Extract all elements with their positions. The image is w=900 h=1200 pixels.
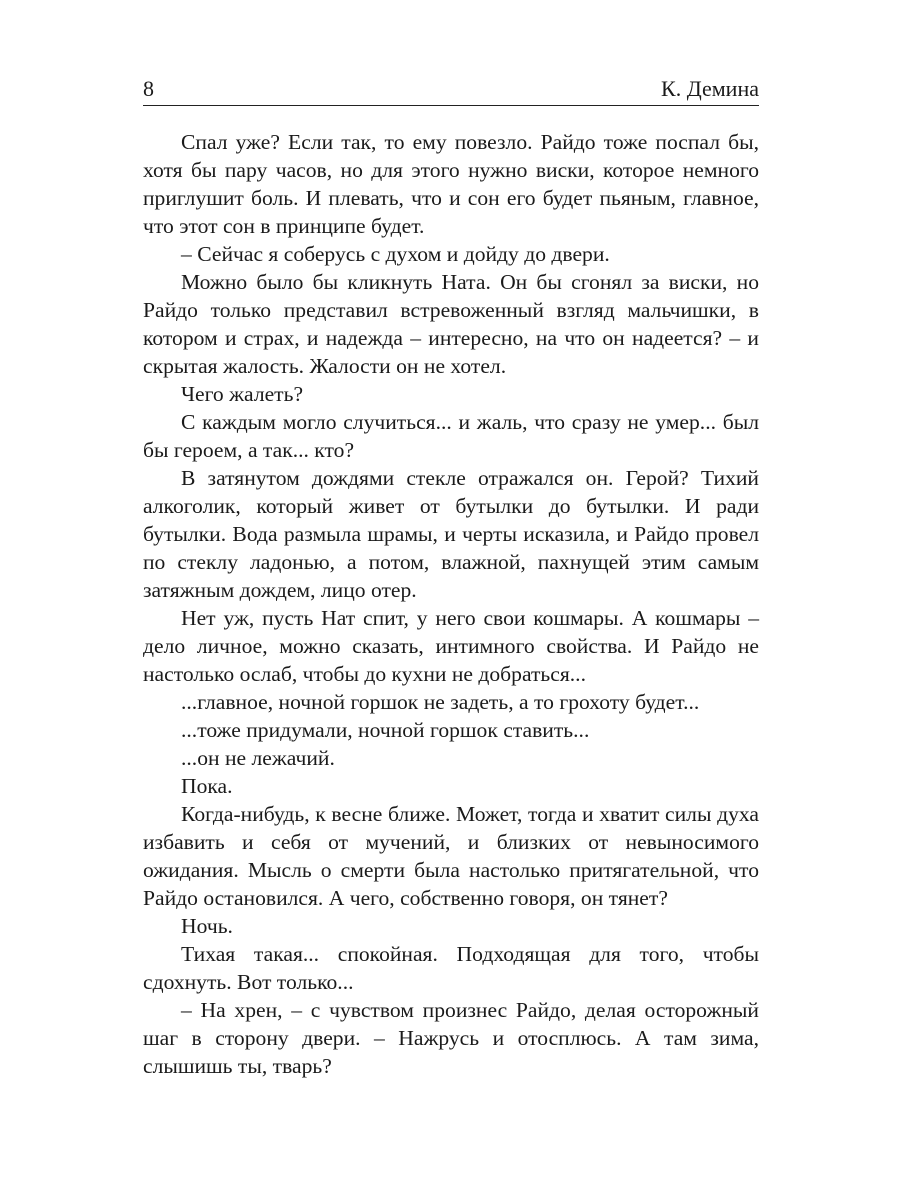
paragraph: ...он не лежачий. [181,746,335,770]
paragraph: Чего жалеть? [181,382,304,406]
paragraph: Спал уже? Если так, то ему повезло. Райдо тоже поспал бы, хотя бы пару часов, но для этого нужно виски, которое немного приглушит боль. И плевать, что и сон его будет пьяным, главное, что этот сон в принципе будет. [143,130,759,238]
paragraph: Когда-нибудь, к весне ближе. Может, тогда и хватит силы духа избавить и себя от мучений, и близких от невыносимого ожидания. Мысль о смерти была настолько притягательной, что Райдо остановился. А чего, собственно говоря, он тянет? [143,802,759,910]
paragraph: В затянутом дождями стекле отражался он. Герой? Тихий алкоголик, который живет от бутылки до бутылки. И ради бутылки. Вода размыла шрамы, и черты исказила, и Райдо провел по стеклу ладонью, а потом, влажной, пахнущей этим самым затяжным дождем, лицо отер. [143,466,759,602]
paragraph: Можно было бы кликнуть Ната. Он бы сгонял за виски, но Райдо только представил встревоженный взгляд мальчишки, в котором и страх, и надежда – интересно, на что он надеется? – и скрытая жалость. Жалости он не хотел. [143,270,759,378]
header-divider [143,105,759,106]
paragraph: С каждым могло случиться... и жаль, что сразу не умер... был бы героем, а так... кто? [143,410,759,462]
running-header [143,74,759,104]
body-text [143,128,759,1080]
paragraph: Тихая такая... спокойная. Подходящая для того, чтобы сдохнуть. Вот только... [143,942,759,994]
paragraph: – Сейчас я соберусь с духом и дойду до двери. [181,242,610,266]
paragraph: Ночь. [181,914,233,938]
running-header-author: К. Демина [661,76,759,101]
paragraph: Нет уж, пусть Нат спит, у него свои кошмары. А кошмары – дело личное, можно сказать, интимного свойства. И Райдо не настолько ослаб, чтобы до кухни не добраться... [143,606,759,686]
page-number: 8 [143,76,154,101]
paragraph: Пока. [181,774,233,798]
paragraph: ...тоже придумали, ночной горшок ставить... [181,718,590,742]
paragraph: – На хрен, – с чувством произнес Райдо, делая осторожный шаг в сторону двери. – Нажрусь и отосплюсь. А там зима, слышишь ты, тварь? [143,998,759,1078]
paragraph: ...главное, ночной горшок не задеть, а то грохоту будет... [181,690,700,714]
